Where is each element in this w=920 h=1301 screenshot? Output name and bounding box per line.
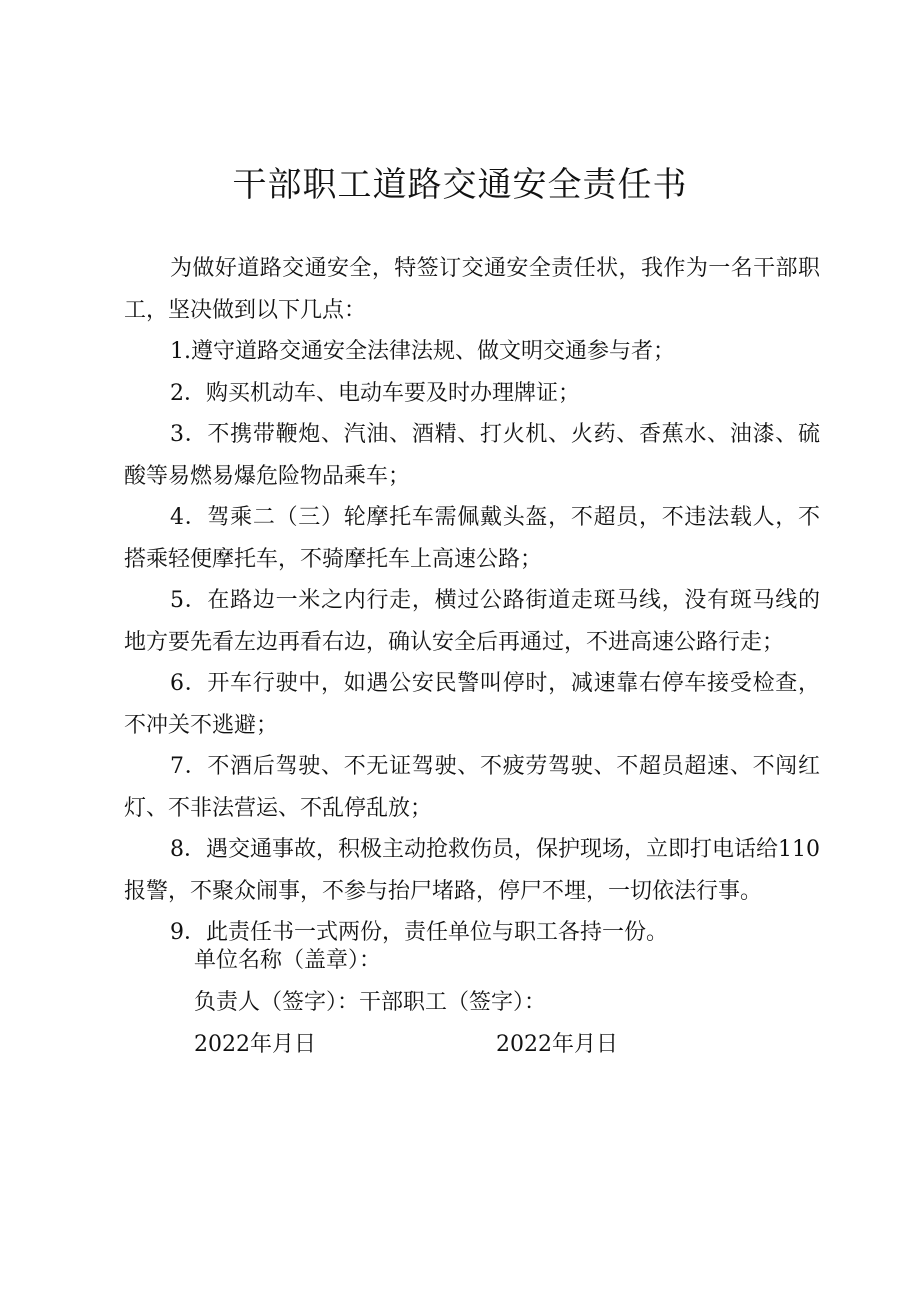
clause-9: 9．此责任书一式两份，责任单位与职工各持一份。 <box>170 920 668 945</box>
clause-1: 1.遵守道路交通安全法律法规、做文明交通参与者； <box>170 339 675 364</box>
signature-line: 负责人（签字）：干部职工（签字）： <box>194 990 547 1015</box>
clause-8: 8．遇交通事故，积极主动抢救伤员，保护现场，立即打电话给110报警，不聚众闹事，不参与抬尸堵路，停尸不埋，一切依法行事。 <box>124 837 820 904</box>
date-left: 2022年月日 <box>194 1032 316 1057</box>
document-body <box>124 248 820 954</box>
intro-paragraph: 为做好道路交通安全，特签订交通安全责任状，我作为一名干部职工，坚决做到以下几点： <box>124 256 820 323</box>
clause-7: 7．不酒后驾驶、不无证驾驶、不疲劳驾驶、不超员超速、不闯红灯、不非法营运、不乱停乱放； <box>124 754 820 821</box>
unit-name-line: 单位名称（盖章）： <box>194 948 382 973</box>
date-right: 2022年月日 <box>496 1032 618 1057</box>
clause-2: 2．购买机动车、电动车要及时办理牌证； <box>170 380 580 406</box>
clause-5: 5．在路边一米之内行走，横过公路街道走斑马线，没有斑马线的地方要先看左边再看右边，确认安全后再通过，不进高速公路行走； <box>124 588 820 655</box>
clause-6: 6．开车行驶中，如遇公安民警叫停时，减速靠右停车接受检查，不冲关不逃避； <box>124 671 820 738</box>
clause-4: 4．驾乘二（三）轮摩托车需佩戴头盔，不超员，不违法载人，不搭乘轻便摩托车，不骑摩托车上高速公路； <box>124 505 820 572</box>
clause-3: 3．不携带鞭炮、汽油、酒精、打火机、火药、香蕉水、油漆、硫酸等易燃易爆危险物品乘车； <box>124 422 820 489</box>
document-title: 干部职工道路交通安全责任书 <box>232 165 688 205</box>
date-line <box>194 1024 694 1066</box>
